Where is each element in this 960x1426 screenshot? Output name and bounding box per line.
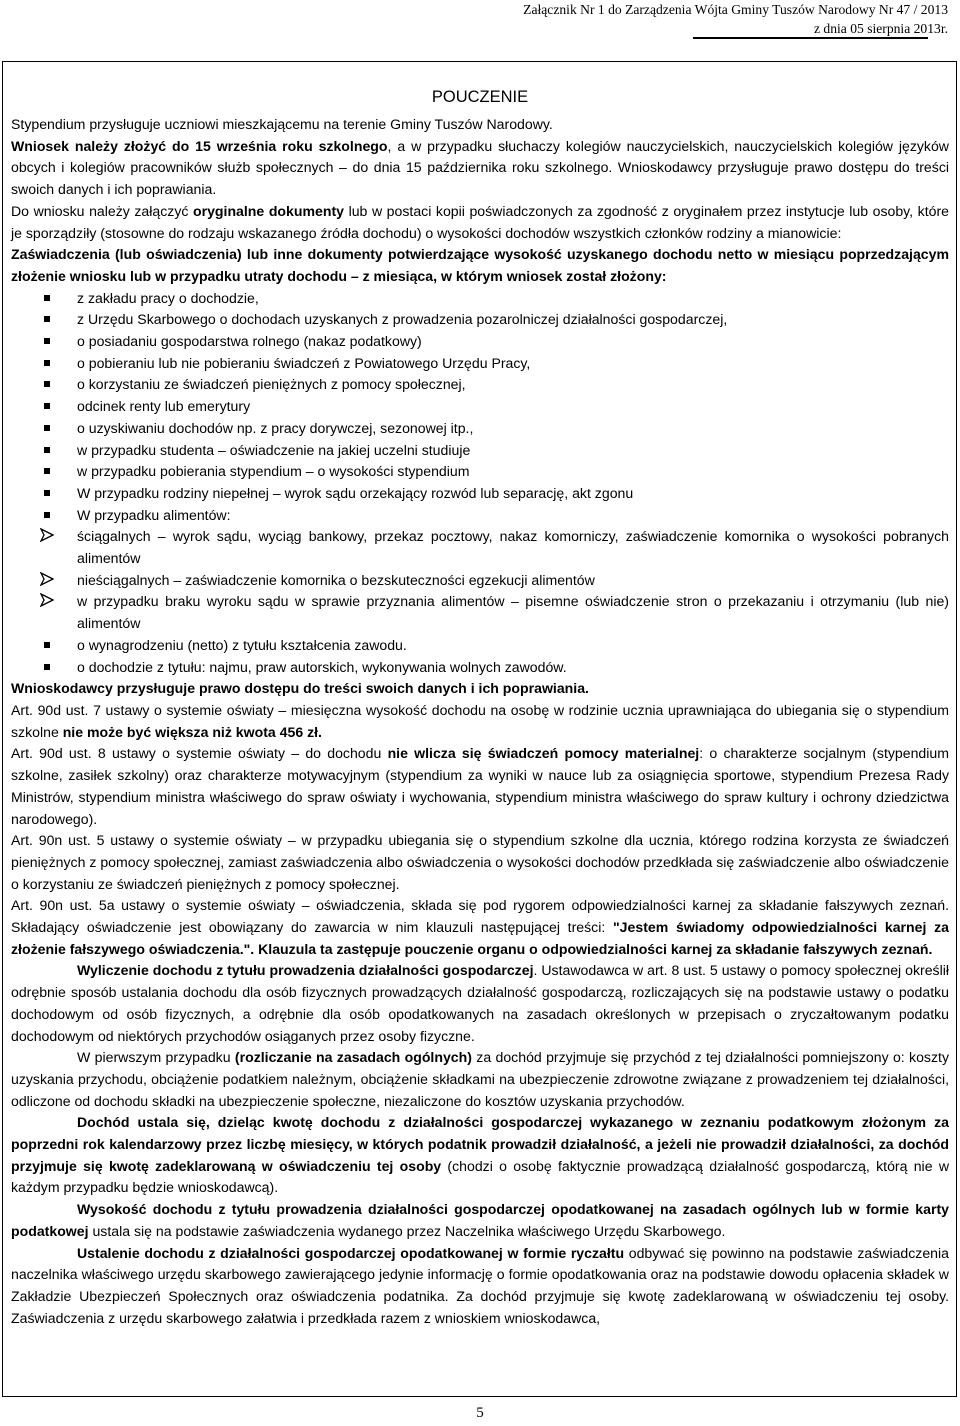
list-item-text: o korzystaniu ze świadczeń pieniężnych z pomocy społecznej, — [77, 376, 466, 393]
residency-paragraph: Stypendium przysługuje uczniowi mieszkającemu na terenie Gminy Tuszów Narodowy. — [11, 116, 553, 132]
list-item-text: odcinek renty lub emerytury — [77, 398, 251, 415]
square-bullet-icon — [44, 447, 50, 453]
list-item-text: W przypadku alimentów: — [77, 506, 231, 523]
arrow-bullet-icon — [40, 593, 54, 607]
list-item-text: o uzyskiwaniu dochodów np. z pracy dorywczej, sezonowej itp., — [77, 419, 474, 436]
list-item-text: w przypadku braku wyroku sądu w sprawie przyznania alimentów – pisemne oświadczenie stron o przekazaniu i otrzymaniu (lub nie) alimentów — [77, 593, 949, 632]
list-item — [11, 288, 949, 310]
square-bullet-icon — [44, 403, 50, 409]
general-rules-paragraph: W pierwszym przypadku (rozliczanie na zasadach ogólnych) za dochód przyjmuje się przychód z tej działalności pomniejszony o: koszty uzyskania przychodu, obciążenie podatkiem należnym, obciążenie składkami na ubezpieczenie zdrowotne związane z prowadzeniem tej działalności, odliczone od dochodu składki na ubezpieczenie społeczne, niezaliczone do kosztów uzyskania przychodów. — [11, 1049, 949, 1109]
list-item-text: w przypadku pobierania stypendium – o wysokości stypendium — [77, 463, 470, 480]
deadline-bold: Wniosek należy złożyć do 15 września roku szkolnego — [11, 137, 388, 154]
square-bullet-icon — [44, 490, 50, 496]
list-item-text: W przypadku rodziny niepełnej – wyrok sądu orzekający rozwód lub separację, akt zgonu — [77, 484, 634, 501]
required-documents-list — [11, 288, 949, 679]
list-item — [11, 418, 949, 440]
income-limit-bold: nie może być większa niż kwota 456 zł. — [62, 723, 322, 740]
list-item-text: z Urzędu Skarbowego o dochodach uzyskanych z prowadzenia pozarolniczej działalności gospodarczej, — [77, 311, 728, 328]
list-item — [11, 526, 949, 569]
square-bullet-icon — [44, 512, 50, 518]
income-calculation-paragraph: Dochód ustala się, dzieląc kwotę dochodu z działalności gospodarczej wykazanego w zeznaniu podatkowym złożonym za poprzedni rok kalendarzowy przez liczbę miesięcy, w których podatnik prowadził działalność, a jeżeli nie prowadził działalności, za dochód przyjmuje się kwotę zadeklarowaną w oświadczeniu tej osoby (chodzi o osobę faktycznie prowadzącą działalność gospodarczą, którą nie w każdym przypadku będzie wnioskodawcą). — [11, 1114, 949, 1196]
document-title: POUCZENIE — [431, 88, 529, 106]
list-item-text: ściągalnych – wyrok sądu, wyciąg bankowy, przekaz pocztowy, nakaz komorniczy, zaświadczenie komornika o wysokości pobranych alimentów — [77, 528, 949, 567]
header-date-line: z dnia 05 sierpnia 2013r. — [813, 21, 948, 36]
list-item — [11, 505, 949, 527]
header-attachment-line: Załącznik Nr 1 do Zarządzenia Wójta Gminy Tuszów Narodowy Nr 47 / 2013 — [523, 2, 948, 17]
arrow-bullet-icon — [40, 528, 54, 542]
square-bullet-icon — [44, 381, 50, 387]
square-bullet-icon — [44, 664, 50, 670]
list-item — [11, 483, 949, 505]
art-90d-8-paragraph: Art. 90d ust. 8 ustawy o systemie oświaty – do dochodu nie wlicza się świadczeń pomocy materialnej: o charakterze socjalnym (stypendium szkolne, zasiłek szkolny) oraz charakterze motywacyjnym (stypendium za wyniki w nauce lub za osiągnięcia sportowe, stypendium Prezesa Rady Ministrów, stypendium ministra właściwego do spraw oświaty i wychowania, stypendium ministra właściwego do spraw kultury i ochrony dziedzictwa narodowego). — [11, 745, 949, 827]
list-item-text: o posiadaniu gospodarstwa rolnego (nakaz podatkowy) — [77, 333, 422, 350]
square-bullet-icon — [44, 468, 50, 474]
list-item — [11, 309, 949, 331]
lump-sum-paragraph: Ustalenie dochodu z działalności gospodarczej opodatkowanej w formie ryczałtu odbywać się powinno na podstawie zaświadczenia naczelnika właściwego urzędu skarbowego zawierającego jedynie informację o formie opodatkowania oraz na podstawie dowodu opłacenia składek w Zakładzie Ubezpieczeń Społecznych oraz oświadczenia podatnika. Za dochód przyjmuje się kwotę zadeklarowaną w oświadczeniu tej osoby. Zaświadczenia z urzędu skarbowego załatwia i przedkłada razem z wnioskiem wnioskodawca, — [11, 1244, 949, 1326]
arrow-bullet-icon — [40, 572, 54, 586]
square-bullet-icon — [44, 338, 50, 344]
list-item-text: nieściągalnych – zaświadczenie komornika o bezskuteczności egzekucji alimentów — [77, 571, 595, 588]
deadline-paragraph: Wniosek należy złożyć do 15 września roku szkolnego, a w przypadku słuchaczy kolegiów nauczycielskich, nauczycielskich kolegiów języków obcych i kolegiów pracowników służb społecznych – do dnia 15 października roku szkolnego. Wnioskodawcy przysługuje prawo dostępu do treści swoich danych i ich poprawiania. — [11, 137, 949, 198]
art-90n-5a-paragraph: Art. 90n ust. 5a ustawy o systemie oświaty – oświadczenia, składa się pod rygorem odpowiedzialności karnej za składanie fałszywych zeznań. Składający oświadczenie jest obowiązany do zawarcia w nim klauzuli następującej treści: "Jestem świadomy odpowiedzialności karnej za złożenie fałszywego oświadczenia.". Klauzula ta zastępuje pouczenie organu o odpowiedzialności karnej za składanie fałszywych zeznań. — [11, 897, 949, 957]
square-bullet-icon — [44, 642, 50, 648]
list-item — [11, 461, 949, 483]
attachments-paragraph: Do wniosku należy załączyć oryginalne dokumenty lub w postaci kopii poświadczonych za zgodność z oryginałem przez instytucje lub osoby, które je sporządziły (stosowne do rodzaju wskazanego źródła dochodu) o wysokości dochodów wszystkich członków rodziny a mianowicie: — [11, 202, 949, 241]
list-item — [11, 374, 949, 396]
list-item-text: o pobieraniu lub nie pobieraniu świadczeń z Powiatowego Urzędu Pracy, — [77, 354, 531, 371]
list-item — [11, 570, 949, 592]
square-bullet-icon — [44, 295, 50, 301]
list-item — [11, 657, 949, 679]
list-item-text: z zakładu pracy o dochodzie, — [77, 289, 259, 306]
list-item — [11, 396, 949, 418]
certificates-heading: Zaświadczenia (lub oświadczenia) lub inne dokumenty potwierdzające wysokość uzyskanego dochodu netto w miesiącu poprzedzającym złożenie wniosku lub w przypadku utraty dochodu – z miesiąca, w którym wniosek został złożony: — [11, 246, 949, 284]
page-number: 5 — [476, 1405, 484, 1421]
header-rule — [693, 37, 928, 39]
list-item-text: o wynagrodzeniu (netto) z tytułu kształcenia zawodu. — [77, 636, 407, 653]
square-bullet-icon — [44, 316, 50, 322]
square-bullet-icon — [44, 425, 50, 431]
original-documents-bold: oryginalne dokumenty — [192, 202, 344, 219]
tax-card-paragraph: Wysokość dochodu z tytułu prowadzenia działalności gospodarczej opodatkowanej na zasadach ogólnych lub w formie karty podatkowej ustala się na podstawie zaświadczenia wydanego przez Naczelnika właściwego Urzędu Skarbowego. — [11, 1201, 949, 1239]
document-body — [11, 86, 949, 1329]
art-90d-7-paragraph: Art. 90d ust. 7 ustawy o systemie oświaty – miesięczna wysokość dochodu na osobę w rodzinie ucznia uprawniająca do ubiegania się o stypendium szkolne nie może być większa niż kwota 456 zł. — [11, 701, 949, 740]
list-item — [11, 331, 949, 353]
list-item — [11, 591, 949, 634]
art-90n-5-paragraph: Art. 90n ust. 5 ustawy o systemie oświaty – w przypadku ubiegania się o stypendium szkolne dla ucznia, którego rodzina korzysta ze świadczeń pieniężnych z pomocy społecznej, zamiast zaświadczenia albo oświadczenia o wysokości dochodów przedkłada się zaświadczenie albo oświadczenie o korzystaniu ze świadczeń pieniężnych z pomocy społecznej. — [11, 832, 949, 892]
document-header — [348, 0, 948, 38]
list-item — [11, 440, 949, 462]
list-item-text: o dochodzie z tytułu: najmu, praw autorskich, wykonywania wolnych zawodów. — [77, 658, 567, 675]
business-income-paragraph: Wyliczenie dochodu z tytułu prowadzenia działalności gospodarczej. Ustawodawca w art. 8 ust. 5 ustawy o pomocy społecznej określił odrębnie sposób ustalania dochodu dla osób fizycznych prowadzących działalność gospodarczą, rozliczających się na podstawie ustawy o podatku dochodowym od osób fizycznych, a odrębnie dla osób opodatkowanych na zasadach określonych w przepisach o zryczałtowanym podatku dochodowym od niektórych przychodów osiąganych przez osoby fizyczne. — [11, 962, 949, 1044]
square-bullet-icon — [44, 360, 50, 366]
data-access-paragraph: Wnioskodawcy przysługuje prawo dostępu do treści swoich danych i ich poprawiania. — [11, 680, 589, 697]
list-item — [11, 353, 949, 375]
list-item-text: w przypadku studenta – oświadczenie na jakiej uczelni studiuje — [77, 441, 471, 458]
list-item — [11, 635, 949, 657]
